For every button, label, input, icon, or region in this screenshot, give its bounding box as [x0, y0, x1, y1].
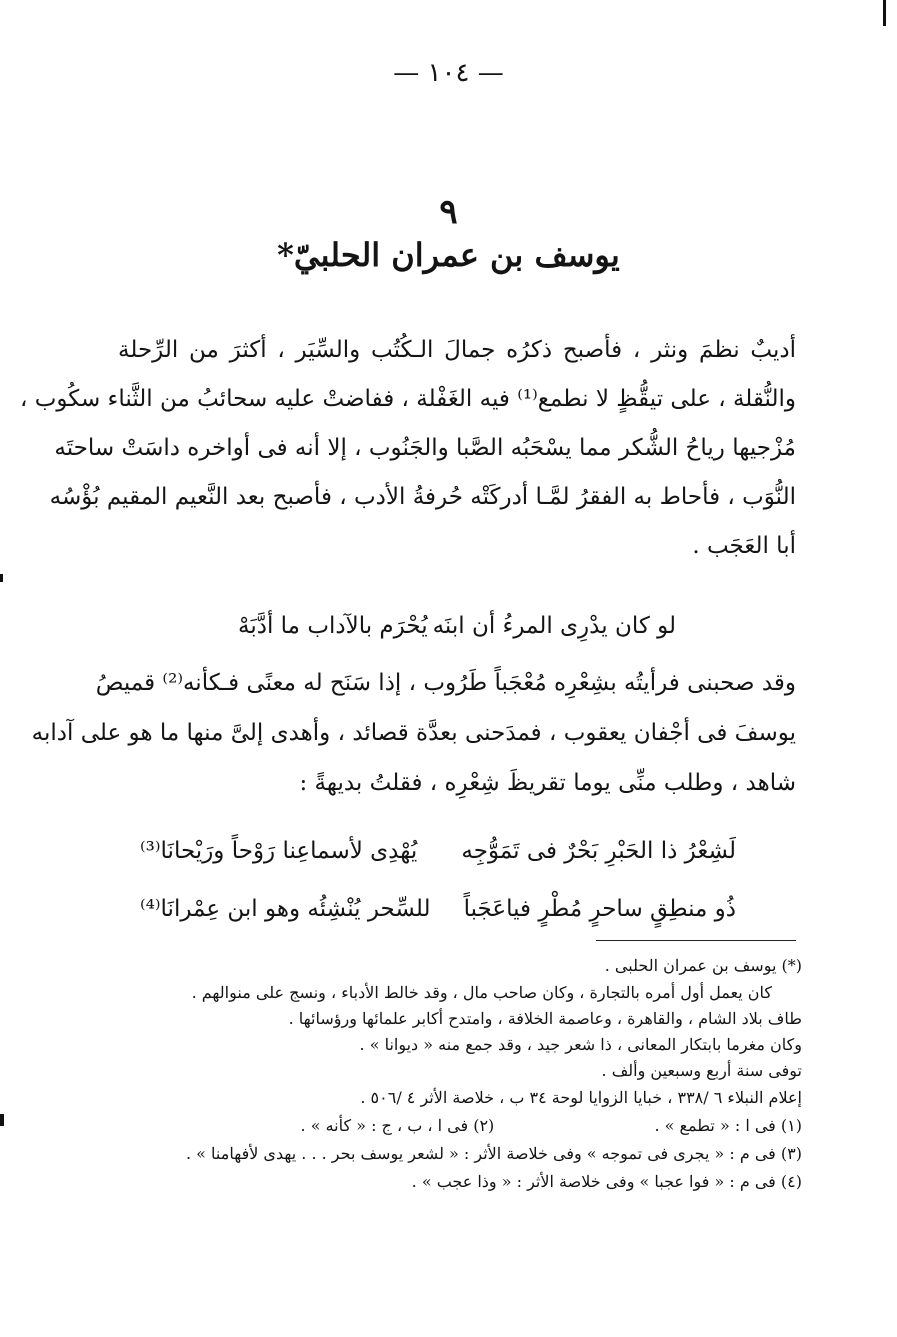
footnote-bio-line: كان يعمل أول أمره بالتجارة ، وكان صاحب مال ، وقد خالط الأدباء ، ونسج على منوالهم . [191, 983, 772, 1002]
scan-edge-mark [0, 574, 3, 582]
scan-edge-mark [0, 1114, 4, 1126]
paragraph-line: يوسفَ فى أجْفان يعقوب ، فمدَحنى بعدَّة قصائد ، وأهدى إلىَّ منها ما هو على آدابه [31, 720, 796, 746]
verse-second-hemistich: للسِّحر يُنْشِئُه وهو ابن عِمْرانَا⁽⁴⁾ [140, 896, 431, 922]
quoted-verse [118, 604, 796, 648]
verse-first-hemistich: لَشِعْرُ ذا الحَبْرِ بَحْرٌ فى تَمَوُّجِه [461, 838, 736, 864]
footnote-bio-line: طاف بلاد الشام ، والقاهرة ، وعاصمة الخلافة ، وامتدح أكابر علمائها ورؤسائها . [288, 1009, 802, 1028]
page-number: — ١٠٤ — [393, 58, 504, 88]
verse-first-hemistich: ذُو منطِقٍ ساحرٍ مُطْرٍ فياعَجَباً [463, 896, 736, 922]
footnote-bio-line: وكان مغرما بابتكار المعانى ، ذا شعر جيد ، وقد جمع منه « ديوانا » . [359, 1035, 802, 1054]
footnote-divider [596, 940, 796, 941]
footnotes [100, 952, 802, 1196]
footnote-4: (٤) فى م : « فوا عجبا » وفى خلاصة الأثر : « وذا عجب » . [411, 1172, 802, 1191]
footnote-3: (٣) فى م : « يجرى فى تموجه » وفى خلاصة الأثر : « لشعر يوسف بحر . . . يهدى لأفهامنا » . [186, 1144, 802, 1163]
footnote-variants-row [100, 1112, 802, 1140]
entry-title: يوسف بن عمران الحلبيّ* [277, 236, 620, 274]
footnote-bio-line: توفى سنة أربع وسبعين وألف . [601, 1061, 802, 1080]
poem-verse [118, 822, 796, 880]
paragraph-line: أبا العَجَب . [692, 533, 796, 559]
footnote-2: (٢) فى ا ، ب ، ج : « كأنه » . [300, 1116, 495, 1135]
verse-second-hemistich: يُهْدِى لأسماعِنا رَوْحاً ورَيْحانَا⁽³⁾ [140, 838, 418, 864]
paragraph-line: وقد صحبنى فرأيتُه بشِعْرِه مُعْجَباً طَرُوب ، إذا سَنَح له معنًى فـكأنه⁽²⁾ قميصُ [95, 670, 796, 696]
paragraph-line: والنُّقلة ، على تيقُّظٍ لا نطمع⁽¹⁾ فيه الغَفْلة ، ففاضتْ عليه سحائبُ من الثَّناء سكُوب ، [20, 386, 796, 412]
narrative-paragraph [31, 658, 796, 808]
entry-number: ٩ [439, 192, 458, 232]
footnote-sources: إعلام النبلاء ٦ /٣٣٨ ، خبايا الزوايا لوحة ٣٤ ب ، خلاصة الأثر ٤ /٥٠٦ . [360, 1088, 802, 1107]
poem-verse [118, 880, 796, 938]
verse-second-hemistich: يُحْرَم بالآداب ما أدَّبَهْ [238, 613, 428, 639]
verse-first-hemistich: لو كان يدْرِى المرءُ أن ابنَه [432, 613, 676, 639]
biography-paragraph [20, 326, 796, 571]
footnote-1: (١) فى ا : « تطمع » . [654, 1116, 802, 1135]
paragraph-line: مُزْجيها رياحُ الشُّكر مما يسْحَبُه الصَّبا والجَنُوب ، إلا أنه فى أواخره داسَتْ ساحتَه [54, 435, 796, 461]
paragraph-line: النُّوَب ، فأحاط به الفقرُ لمَّـا أدركَتْه حُرفةُ الأدب ، فأصبح بعد النَّعيم المقيم بُؤْسُه [49, 484, 796, 510]
scan-edge-mark [883, 0, 886, 26]
paragraph-line: شاهد ، وطلب منِّى يوما تقريظَ شِعْرِه ، فقلتُ بديهةً : [299, 770, 796, 796]
poem [118, 822, 796, 938]
footnote-bio-title: (*) يوسف بن عمران الحلبى . [604, 956, 802, 975]
paragraph-line: أديبٌ نظمَ ونثر ، فأصبح ذكرُه جمالَ الـكُتُب والسِّيَر ، أكثرَ من الرِّحلة [118, 337, 796, 363]
